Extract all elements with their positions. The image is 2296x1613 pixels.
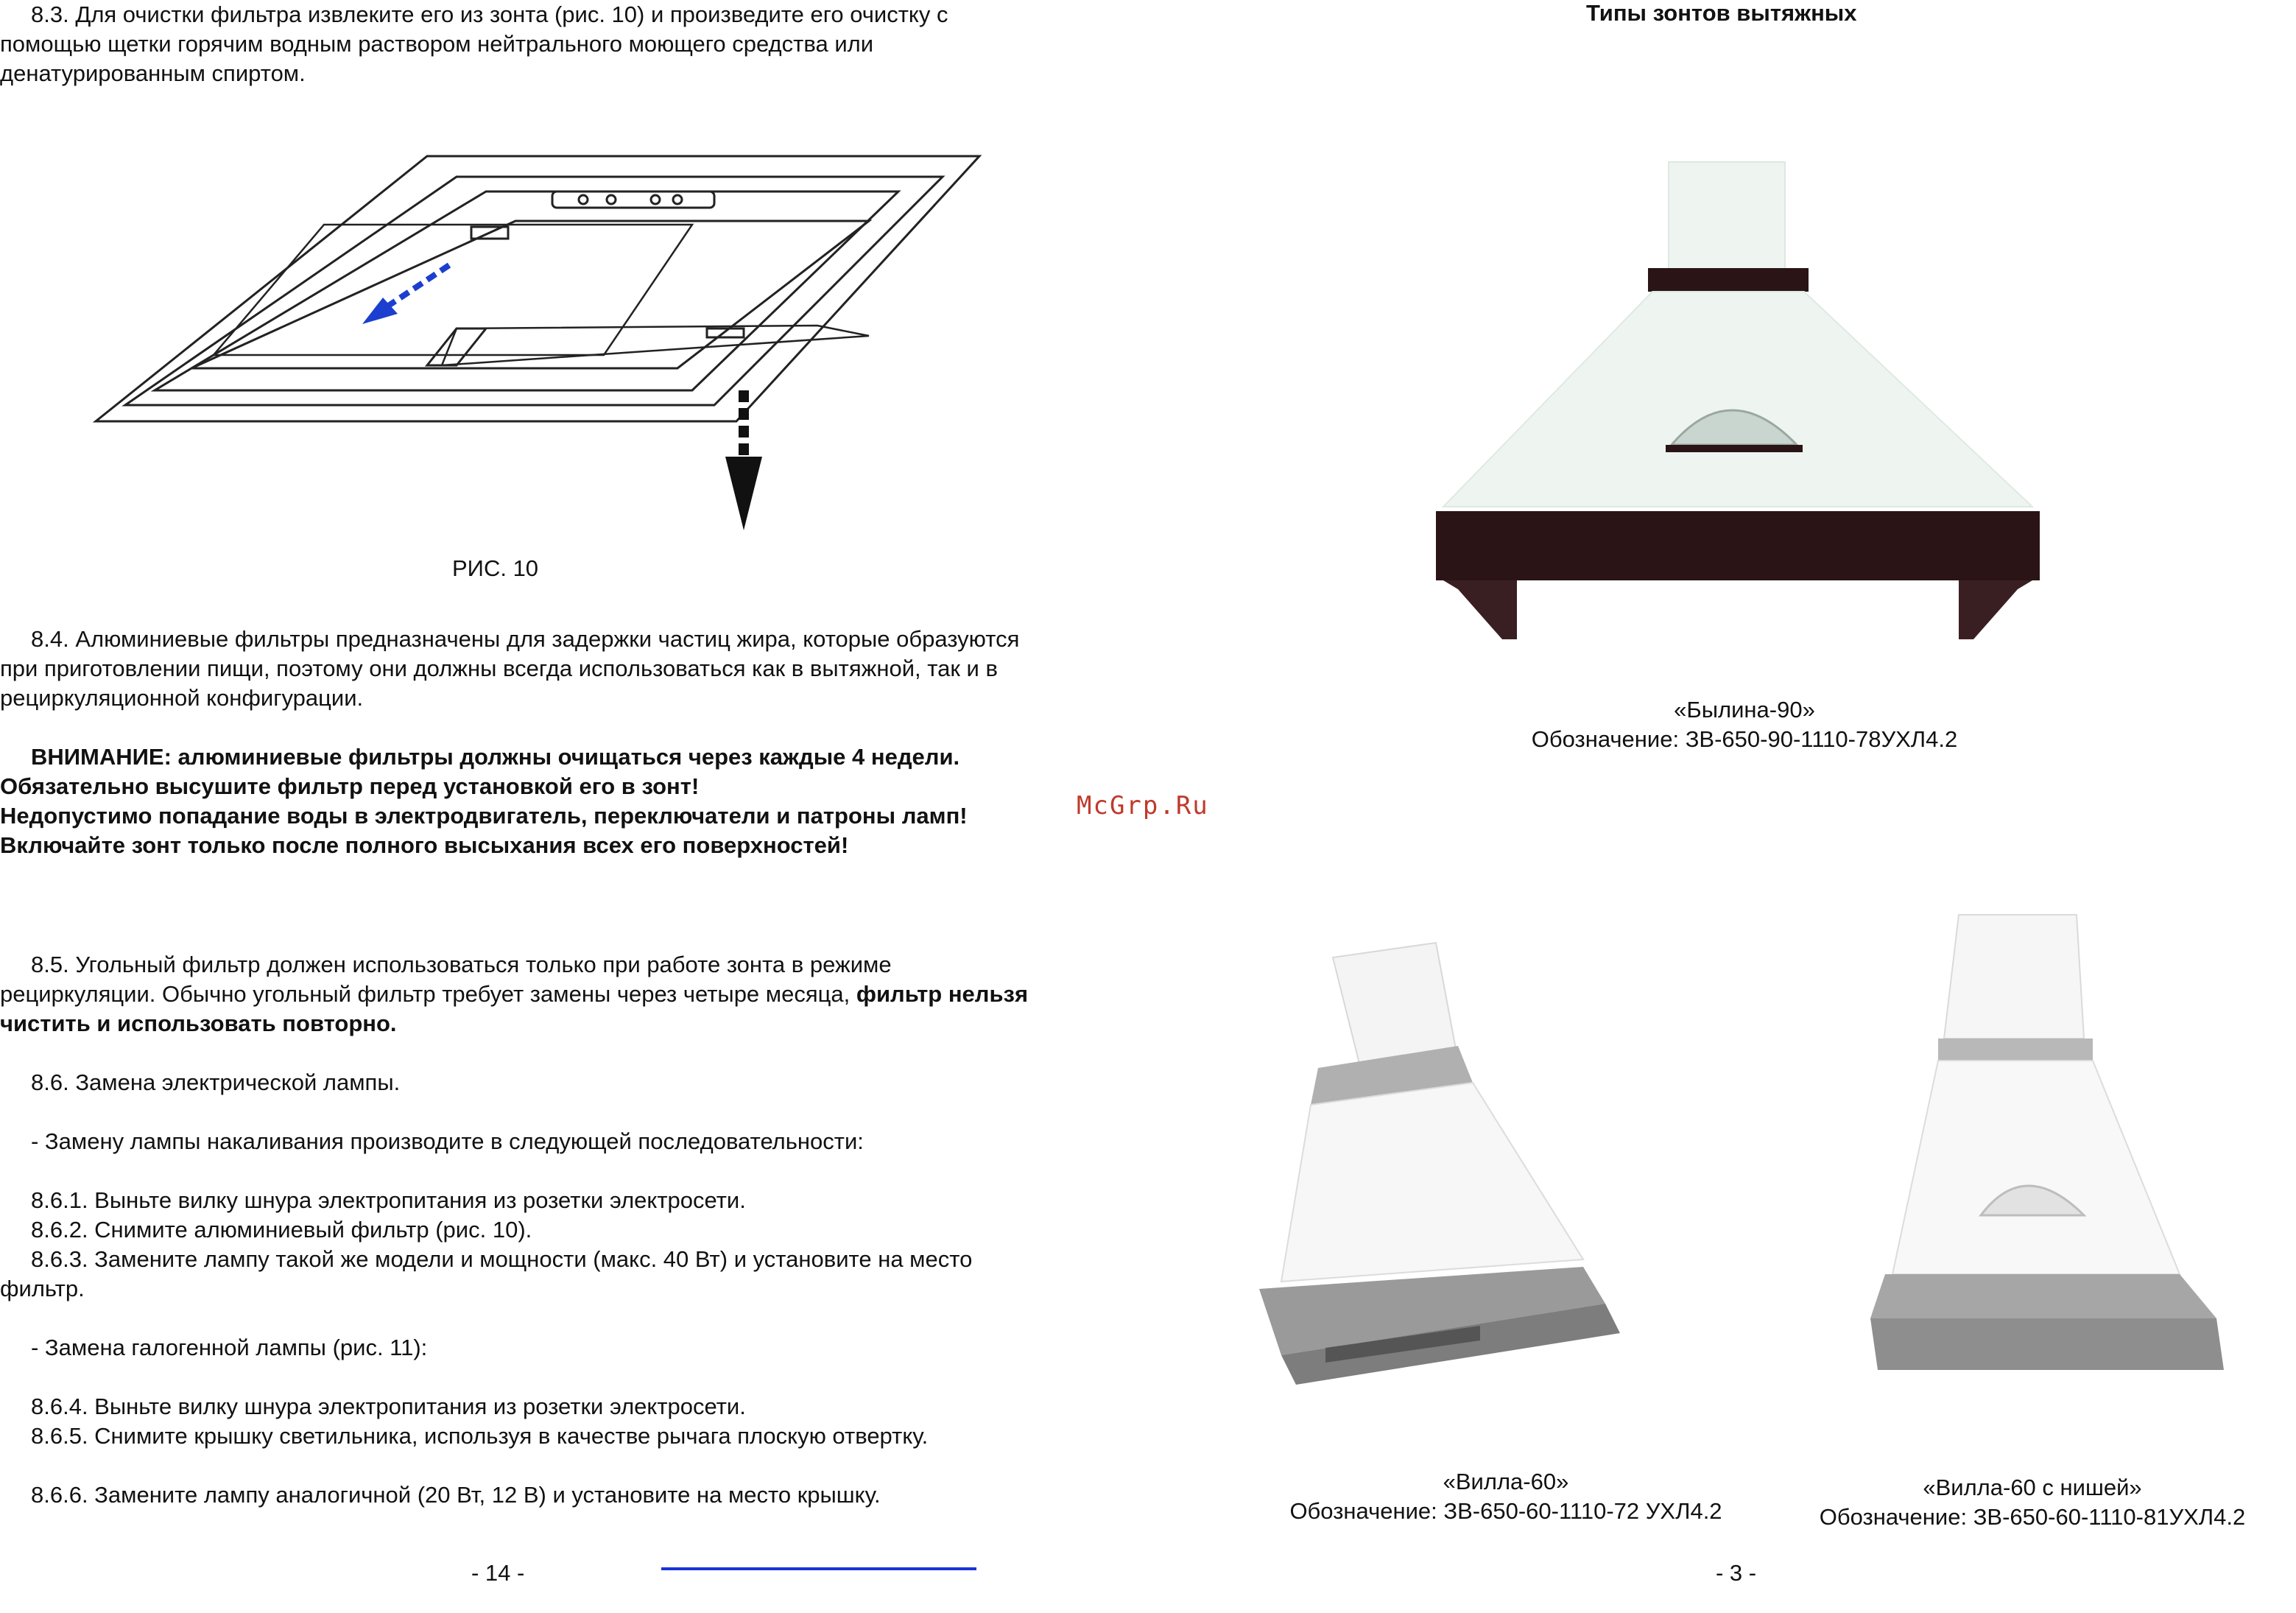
filter-removal-figure [74,147,957,530]
hood-villa-60-niche-caption [1760,1473,2296,1532]
paragraph-8-6-1 [0,1186,1053,1215]
hood-villa-60-niche-image [1856,906,2239,1392]
hood-villa-60-niche-code: Обозначение: ЗВ-650-60-1110-81УХЛ4.2 [1819,1504,2246,1530]
incandescent-intro-text: - Замену лампы накаливания производите в следующей последовательности: [31,1128,864,1154]
warning-line-1: ВНИМАНИЕ: алюминиевые фильтры должны очищаться через каждые 4 недели. [31,744,960,770]
paragraph-8-6-5-text: 8.6.5. Снимите крышку светильника, используя в качестве рычага плоскую отвертку. [31,1423,929,1449]
warning-block [0,742,1053,860]
paragraph-8-4-text: 8.4. Алюминиевые фильтры предназначены для задержки частиц жира, которые образуются при приготовлении пищи, поэтому они должны всегда использоваться как в вытяжной, так и в рециркуляционной конфигурации. [0,626,1020,711]
down-direction-arrow [725,390,762,530]
hood-body [1892,1061,2180,1274]
incandescent-intro [0,1127,1053,1156]
hood-villa-60-image [1237,935,1635,1407]
paragraph-8-4 [0,625,1053,713]
pull-direction-arrow [362,265,449,324]
hood-wood-base [1436,511,2040,580]
paragraph-8-6-6-text: 8.6.6. Замените лампу аналогичной (20 Вт, 12 В) и установите на место крышку. [31,1482,881,1508]
paragraph-8-6-3 [0,1245,1053,1304]
paragraph-8-6-2 [0,1215,1053,1245]
figure-10-caption: РИС. 10 [452,555,539,581]
hood-bylina-90-code: Обозначение: ЗВ-650-90-1110-78УХЛ4.2 [1531,726,1958,752]
hood-villa-60-code: Обозначение: ЗВ-650-60-1110-72 УХЛ4.2 [1289,1498,1722,1524]
paragraph-8-5-bold: фильтр нельзя чистить и использовать повторно. [0,981,1029,1036]
paragraph-8-5-text: 8.5. Угольный фильтр должен использоваться только при работе зонта в режиме рециркуляции. Обычно угольный фильтр требует замены через четыре месяца, [0,952,892,1007]
right-page-number: - 3 - [1716,1560,1757,1586]
paragraph-8-6-5 [0,1422,1053,1451]
halogen-intro [0,1333,1053,1363]
right-page [1149,0,2296,1613]
paragraph-8-6-text: 8.6. Замена электрической лампы. [31,1069,401,1095]
paragraph-8-6-3-text: 8.6.3. Замените лампу такой же модели и мощности (макс. 40 Вт) и установите на место фильтр. [0,1246,973,1301]
paragraph-8-6 [0,1068,1053,1097]
paragraph-8-6-1-text: 8.6.1. Выньте вилку шнура электропитания из розетки электросети. [31,1187,746,1213]
hood-bylina-90-caption [1490,695,1999,754]
paragraph-8-6-6 [0,1480,1053,1510]
paragraph-8-6-4-text: 8.6.4. Выньте вилку шнура электропитания из розетки электросети. [31,1394,746,1419]
left-page-number: - 14 - [471,1560,525,1586]
hood-wood-base [1870,1274,2216,1318]
hood-outer-frame [96,156,979,421]
control-panel [552,191,714,208]
hood-top-band [1648,268,1809,292]
hood-glass-body [1443,292,2032,507]
paragraph-8-6-2-text: 8.6.2. Снимите алюминиевый фильтр (рис. 10). [31,1217,532,1243]
paragraph-8-3-text: 8.3. Для очистки фильтра извлеките его из зонта (рис. 10) и произведите его очистку с помощью щетки горячим водным раствором нейтрального моющего средства или денатурированным спиртом. [0,1,948,86]
hood-bylina-90-image [1429,155,2047,656]
warning-line-3: Недопустимо попадание воды в электродвигатель, переключатели и патроны ламп! Включайте зонт только после полного высыхания всех его поверхностей! [0,803,968,858]
hood-chimney [1669,162,1785,273]
halogen-intro-text: - Замена галогенной лампы (рис. 11): [31,1335,428,1360]
hood-villa-60-niche-name: «Вилла-60 с нишей» [1923,1475,2142,1500]
hood-top-band [1938,1039,2093,1061]
watermark: McGrp.Ru [1077,791,1209,820]
hood-villa-60-name: «Вилла-60» [1443,1469,1569,1494]
link-underline[interactable] [661,1567,976,1570]
paragraph-8-3 [0,0,1053,88]
hood-chimney [1944,915,2084,1039]
hood-body [1281,1083,1583,1282]
paragraph-8-6-4 [0,1392,1053,1422]
left-page [0,0,1068,1613]
paragraph-8-5 [0,950,1053,1039]
hood-bylina-90-name: «Былина-90» [1674,697,1815,723]
warning-line-2: Обязательно высушите фильтр перед установкой его в зонт! [0,773,700,799]
right-page-title: Типы зонтов вытяжных [1586,0,1857,26]
